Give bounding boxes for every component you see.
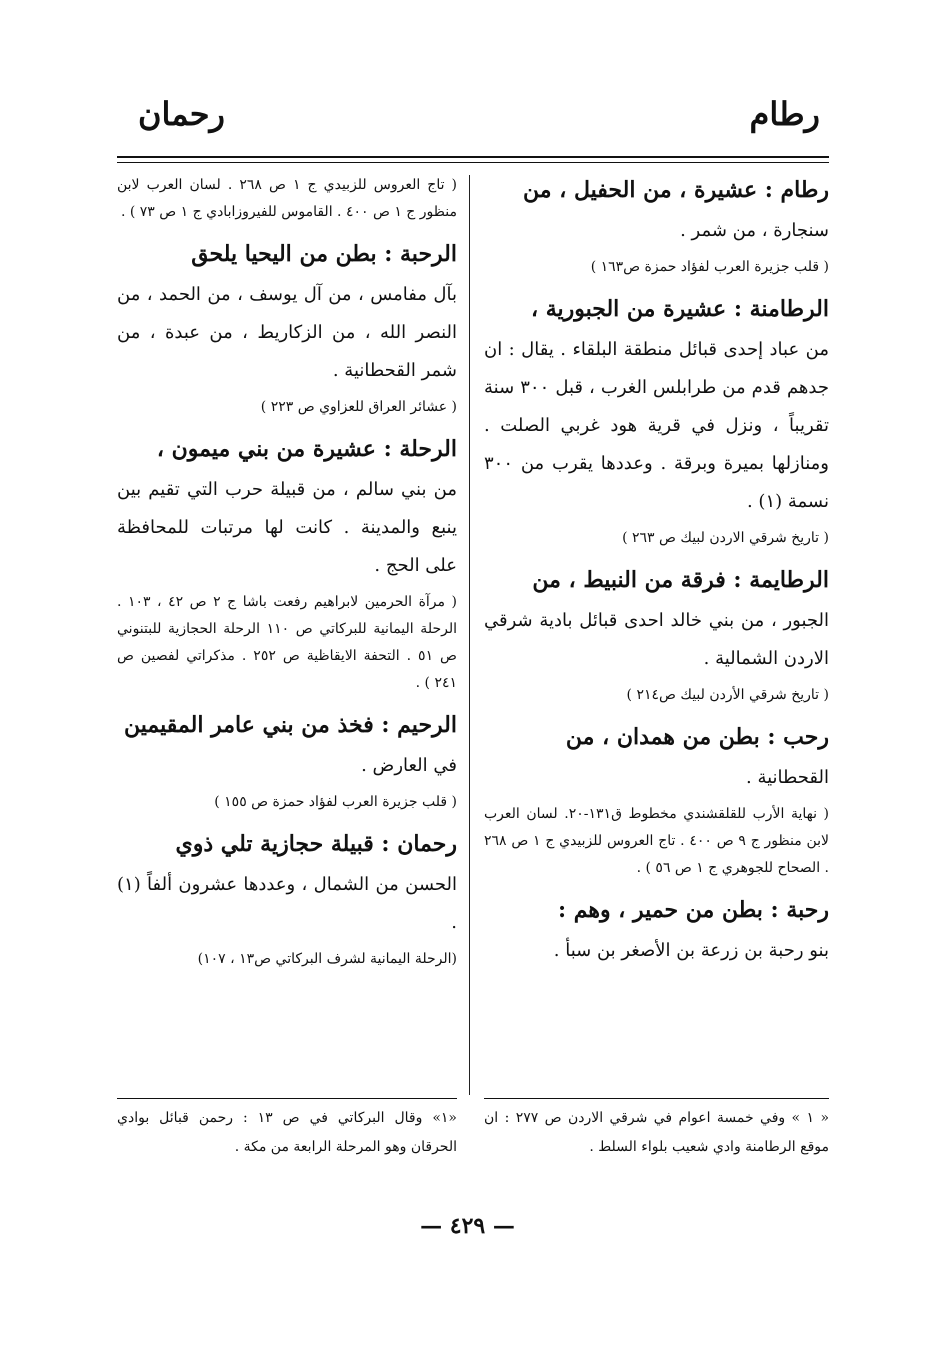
entry-ritam	[484, 168, 829, 250]
footnote-rule-right	[484, 1098, 829, 1099]
right-column	[484, 168, 829, 970]
entry-body: الحسن من الشمال ، وعددها عشرون ألفاً (١) .	[117, 874, 457, 933]
source-citation: ( مرآة الحرمين لابراهيم رفعت باشا ج ٢ ص ٤٢ ، ١٠٣ . الرحلة اليمانية للبركاتي ص ١١٠ الرحلة الحجازية للبتنوني ص ٥١ . التحفة الايقاظية ص ٢٥٢ . مذكراتي لفصين ص ٢٤١ ) .	[117, 594, 458, 691]
left-column	[117, 168, 457, 979]
column-divider	[469, 175, 470, 1095]
footnote-rule-left	[117, 1098, 457, 1099]
entry-heading: الرحبة : بطن من اليحيا يلحق	[191, 241, 457, 267]
entry-heading: رحمان : قبيلة حجازية تلي ذوي	[175, 831, 457, 857]
source-citation: ( قلب جزيرة العرب لفؤاد حمزة ص ١٥٥ )	[214, 794, 457, 810]
source-citation: ( قلب جزيرة العرب لفؤاد حمزة ص١٦٣ )	[590, 259, 829, 275]
entry-ritayma	[484, 558, 829, 678]
source-citation: (الرحلة اليمانية لشرف البركاتي ص١٣ ، ١٠٧)	[197, 951, 457, 967]
entry-heading: الرحيم : فخذ من بني عامر المقيمين	[124, 712, 457, 738]
entry-al-rahla	[117, 427, 457, 585]
entry-heading: رطام : عشيرة ، من الحفيل ، من	[523, 177, 829, 203]
header-rule-thick	[117, 156, 829, 158]
footnote-right: « ١ » وفي خمسة اعوام في شرقي الاردن ص ٢٧٧ : ان موقع الرطامنة وادي شعيب بلواء السلط .	[484, 1110, 830, 1155]
source-citation: ( تاريخ شرقي الاردن لبيك ص ٢٦٣ )	[622, 530, 829, 546]
entry-heading: الرطامنة : عشيرة من الجبورية ،	[530, 296, 829, 322]
entry-al-rahba	[117, 232, 457, 390]
header-rule-thin	[117, 162, 829, 163]
entry-body: بنو رحبة بن زرعة بن الأصغر بن سبأ .	[553, 940, 829, 961]
entry-body: من بني سالم ، من قبيلة حرب التي تقيم بين ينبع والمدينة . كانت لها مرتبات للمحافظة على الحج .	[117, 479, 457, 576]
source-citation: ( عشائر العراق للعزاوي ص ٢٢٣ )	[260, 399, 457, 415]
page-number: — ٤٢٩ —	[420, 1213, 515, 1239]
entry-ritamna	[484, 287, 829, 521]
entry-rahba-himyar	[484, 888, 829, 970]
source-citation: ( نهاية الأرب للقلقشندي مخطوط ق١٣١-٢٠. لسان العرب لابن منظور ج ٩ ص ٤٠٠ . تاج العروس للزبيدي ج ١ ص ٢٦٨ . الصحاح للجوهري ج ١ ص ٥٦ ) .	[484, 806, 830, 876]
source-citation: ( تاج العروس للزبيدي ج ١ ص ٢٦٨ . لسان العرب لابن منظور ج ١ ص ٤٠٠ . القاموس للفيروزابادي ج ١ ص ٧٣ ) .	[117, 177, 458, 220]
entry-heading: الرحلة : عشيرة من بني ميمون ،	[156, 436, 457, 462]
entry-body: سنجارة ، من شمر .	[680, 220, 829, 241]
entry-rahman	[117, 822, 457, 942]
running-head-left: رحمان	[138, 95, 225, 133]
source-citation: ( تاريخ شرقي الأردن لبيك ص٢١٤ )	[626, 687, 829, 703]
entry-heading: الرطايمة : فرقة من النبيط ، من	[532, 567, 829, 593]
entry-body: من عباد إحدى قبائل منطقة البلقاء . يقال : ان جدهم قدم من طرابلس الغرب ، قبل ٣٠٠ سنة تقريباً ، ونزل في قرية هود غربي الصلت . ومنازلها بميرة وبرقة . وعددها يقرب من ٣٠٠ نسمة (١) .	[484, 339, 829, 512]
running-head-right: رطام	[749, 95, 820, 133]
footnote-left: «١» وقال البركاتي في ص ١٣ : رحمن قبائل بوادي الحرقان وهو المرحلة الرابعة من مكة .	[117, 1110, 457, 1155]
entry-heading: رحبة : بطن من حمير ، وهم :	[557, 897, 829, 923]
entry-al-rahim	[117, 703, 457, 785]
entry-body: الجبور ، من بني خالد احدى قبائل بادية شرقي الاردن الشمالية .	[484, 610, 829, 669]
entry-body: القحطانية .	[746, 767, 829, 788]
entry-body: بآل مفامس ، من آل يوسف ، من الحمد ، من النصر الله ، من الزكاريط ، من عبدة ، من شمر القحطانية .	[117, 284, 457, 381]
entry-heading: رحب : بطن من همدان ، من	[565, 724, 829, 750]
entry-rahab	[484, 715, 829, 797]
entry-body: في العارض .	[361, 755, 457, 776]
